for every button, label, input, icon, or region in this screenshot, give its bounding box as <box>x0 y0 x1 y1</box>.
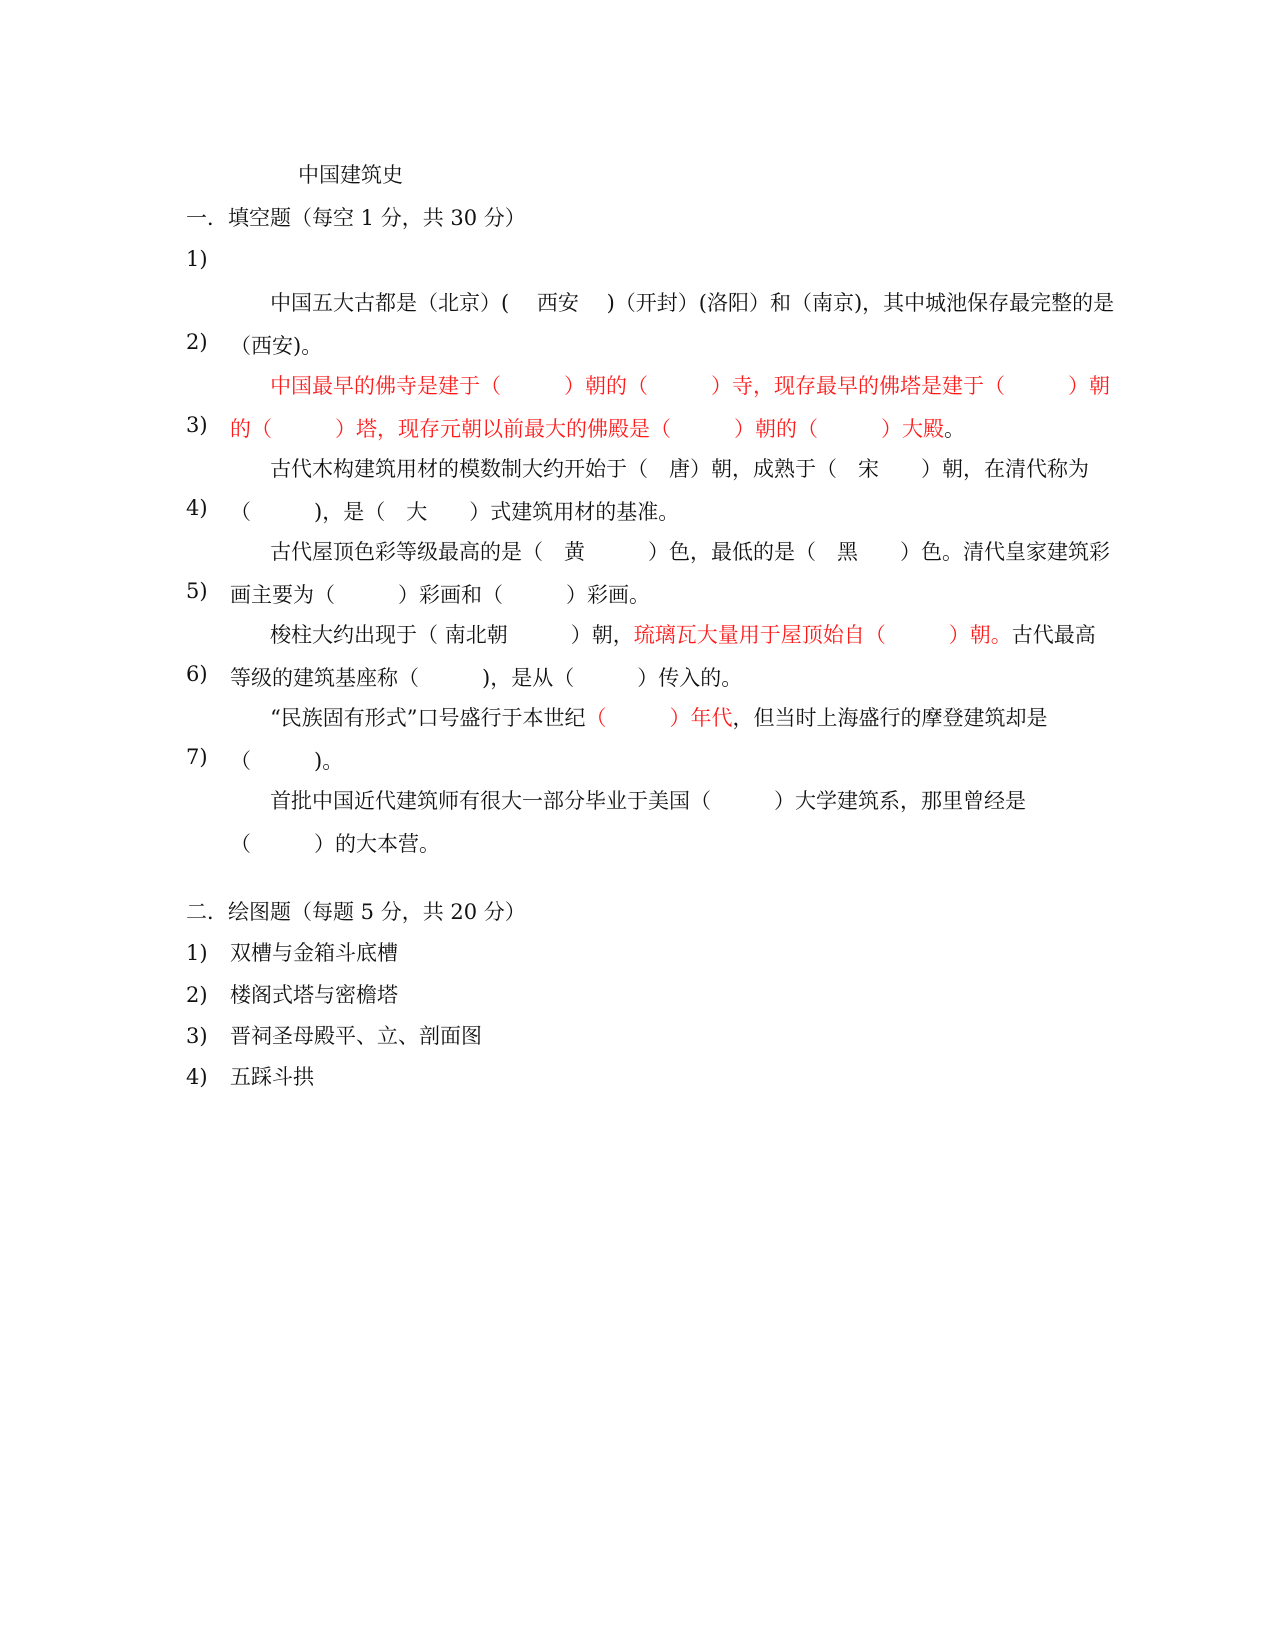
drawing-text: 五踩斗拱 <box>230 1065 314 1089</box>
drawing-item <box>186 938 398 968</box>
question-segment: 古代木构建筑用材的模数制大约开始于（ 唐）朝，成熟于（ 宋 ）朝，在清代称为（ )，是（ 大 ）式建筑用材的基准。 <box>230 456 1090 524</box>
question-segment-highlighted: 琉璃瓦大量用于屋顶始自（ ）朝。 <box>633 622 1012 647</box>
drawing-item <box>186 980 398 1010</box>
drawing-text: 晋祠圣母殿平、立、剖面图 <box>230 1024 482 1048</box>
section-heading-fill-in: 一．填空题（每空 1 分，共 30 分） <box>186 206 526 230</box>
drawing-number: 4) <box>186 1065 208 1089</box>
question-segment: 。 <box>944 417 965 441</box>
question-segment-highlighted: （ ）年代 <box>585 705 733 730</box>
question-item <box>186 736 1116 910</box>
question-segment: 中国五大古都是（北京）( 西安 )（开封）(洛阳）和（南京)，其中城池保存最完整的是（西安)。 <box>230 290 1115 358</box>
question-number: 7) <box>186 745 208 769</box>
question-text <box>230 736 1116 910</box>
drawing-number: 2) <box>186 983 208 1007</box>
question-segment: 梭柱大约出现于（ 南北朝 ）朝， <box>270 622 634 647</box>
drawing-number: 3) <box>186 1024 208 1048</box>
question-segment: ，但当时上海盛行的摩登建筑却是（ )。 <box>230 705 1048 773</box>
question-number: 5) <box>186 579 208 603</box>
question-segment: 古代屋顶色彩等级最高的是（ 黄 ）色，最低的是（ 黑 ）色。清代皇家建筑彩画主要为（ ）彩画和（ ）彩画。 <box>230 539 1111 607</box>
question-number: 4) <box>186 496 208 520</box>
document-title: 中国建筑史 <box>298 163 403 187</box>
drawing-text: 楼阁式塔与密檐塔 <box>230 983 398 1007</box>
question-segment: 首批中国近代建筑师有很大一部分毕业于美国（ ）大学建筑系，那里曾经是（ ）的大本营。 <box>230 788 1027 856</box>
question-number: 1) <box>186 247 208 271</box>
question-segment: “民族固有形式”口号盛行于本世纪 <box>270 705 586 730</box>
drawing-item <box>186 1021 482 1051</box>
question-segment: 古代最高等级的建筑基座称（ )，是从（ ）传入的。 <box>230 622 1096 690</box>
question-number: 3) <box>186 413 208 437</box>
question-segment-highlighted: 中国最早的佛寺是建于（ ）朝的（ ）寺，现存最早的佛塔是建于（ ）朝的（ ）塔，现存元朝以前最大的佛殿是（ ）朝的（ ）大殿 <box>230 373 1111 441</box>
drawing-item <box>186 1062 314 1092</box>
drawing-number: 1) <box>186 941 208 965</box>
section-heading-drawing: 二．绘图题（每题 5 分，共 20 分） <box>186 900 526 924</box>
question-number: 2) <box>186 330 208 354</box>
drawing-text: 双槽与金箱斗底槽 <box>230 941 398 965</box>
question-number: 6) <box>186 662 208 686</box>
